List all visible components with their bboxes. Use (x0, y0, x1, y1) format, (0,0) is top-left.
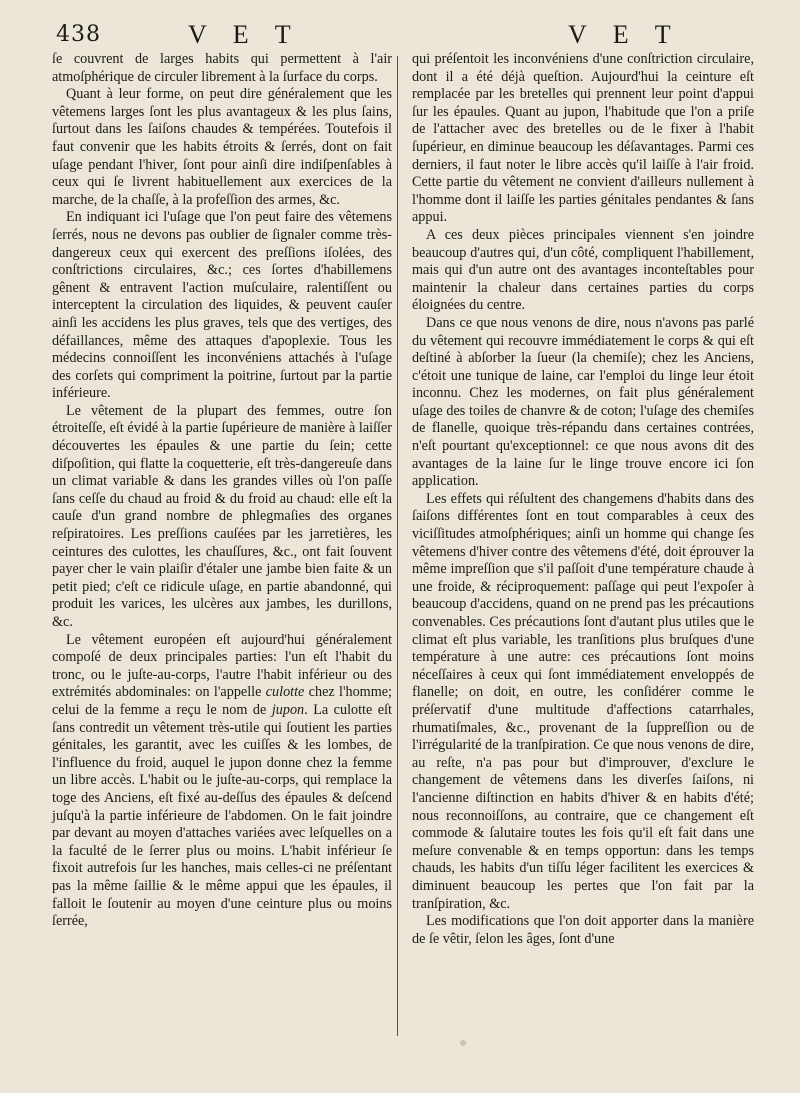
paragraph: ſe couvrent de larges habits qui permettent à l'air atmoſphérique de circuler librement à la ſurface du corps. (52, 51, 392, 85)
right-column (412, 51, 754, 948)
running-head-left: V E T (188, 20, 301, 49)
paragraph: Quant à leur forme, on peut dire généralement que les vêtemens larges ſont les plus avantageux & les plus ſains, ſurtout dans les ſaiſons chaudes & tempérées. Toutefois il faut convenir que les habits étroits & ſerrés, dont on fait uſage pendant l'hiver, ſont pour ainſi dire indiſpenſables à ceux qui ſe livrent habituellement aux exercices de la marche, de la chaſſe, à la profeſſion des armes, &c. (52, 86, 392, 208)
paragraph: Les modifications que l'on doit apporter dans la manière de ſe vêtir, ſelon les âges, ſont d'une (412, 913, 754, 947)
paragraph: A ces deux pièces principales viennent s'en joindre beaucoup d'autres qui, d'un côté, compliquent l'habillement, mais qui d'un autre ont des avantages inconteſtables pour maintenir la chaleur dans certaines parties du corps éloignées du centre. (412, 226, 754, 314)
paragraph: qui préſentoit les inconvéniens d'une conſtriction circulaire, dont il a été déjà queſtion. Aujourd'hui la ceinture eſt remplacée par les bretelles qui prennent leur point d'appui ſur les épaules. Quant au jupon, l'habitude que l'on a priſe de l'attacher avec des bretelles ou de le fixer à l'habit ſupérieur, en diminue beaucoup les déſavantages. Parmi ces derniers, il faut noter le libre accès qu'il laiſſe à l'air froid. Cette partie du vêtement ne convient d'ailleurs nullement à l'homme dont il laiſſe les parties génitales pendantes & ſans appui. (412, 51, 754, 226)
paragraph: Les effets qui réſultent des changemens d'habits dans des ſaiſons différentes ſont en tout comparables à ceux des viciſſitudes atmoſphériques; ainſi un homme qui change ſes vêtemens d'hiver contre des vêtemens d'été, doit éprouver la même impreſſion que s'il paſſoit d'une température chaude à une froide, & réciproquement: paſſage qui peut l'expoſer à beaucoup d'accidens, quand on ne prend pas les précautions convenables. Ces précautions ſont d'autant plus utiles que le climat eſt plus variable, les tranſitions plus bruſques d'une température à une autre: ces précautions ſont moins néceſſaires à ceux qui ſont immédiatement enveloppés de flanelle; on doit, en outre, les conſidérer comme le préſervatif d'une multitude d'affections catarrhales, rhumatiſmales, &c., provenant de la ſuppreſſion ou de l'irrégularité de la tranſpiration. Ce que nous venons de dire, au reſte, n'a pas pour but d'improuver, d'exclure le changement de vêtemens dans les diverſes ſaiſons, ni l'ancienne diſtinction en habits d'hiver & en habits d'été; nous reconnoiſſons, au contraire, que ce changement eſt commode & ſalutaire toutes les fois qu'il eſt fait dans une meſure convenable & en temps opportun: dans les temps chauds, les habits d'un tiſſu léger facilitent les exercices & diminuent beaucoup les pertes que l'on fait par la tranſpiration, &c. (412, 490, 754, 912)
running-head-right: V E T (568, 20, 681, 49)
paragraph: Dans ce que nous venons de dire, nous n'avons pas parlé du vêtement qui recouvre immédiatement le corps & qui eſt deſtiné à abſorber la ſueur (la chemiſe); chez les Anciens, c'étoit une tunique de laine, car l'emploi du linge leur étoit inconnu. Chez les modernes, on fait plus généralement uſage des toiles de chanvre & de coton; l'uſage des chemiſes de flanelle, quoique très-répandu dans certaines contrées, n'eſt pourtant qu'exceptionnel: ce que nous avons dit des avantages de la laine ſur le linge trouve encore ici ſon application. (412, 314, 754, 490)
paragraph-text: . La culotte eſt ſans contredit un vêtement très-utile qui ſoutient les parties génitales, les garantit, avec les cuiſſes & les lombes, de l'influence du froid, auquel le jupon donne chez la femme un libre accès. L'habit ou le juſte-au-corps, qui remplace la toge des Anciens, eſt fixé au-deſſus des épaules & deſcend juſqu'à la partie inférieure de l'abdomen. On le fait joindre par devant au moyen d'attaches variées avec leſquelles on a la faculté de le ſerrer plus ou moins. L'habit inférieur ſe fixoit autrefois ſur les hanches, mais celles-ci ne préſentant pas la même ſaillie & le même appui que les épaules, il falloit le ſoutenir au moyen d'une ceinture plus ou moins ſerrée, (52, 701, 392, 930)
page-number: 438 (56, 22, 101, 47)
column-divider (397, 56, 398, 1036)
left-column (52, 51, 392, 931)
paragraph (52, 632, 392, 931)
paragraph-text: chez l'homme; celui de la femme a reçu le nom de (52, 684, 392, 718)
page-header (48, 14, 770, 54)
paragraph: En indiquant ici l'uſage que l'on peut faire des vêtemens ſerrés, nous ne devons pas oublier de ſignaler comme très-dangereux ceux qui exercent des preſſions iſolées, des conſtrictions circulaires, &c.; ces ſortes d'habillemens gênent & entravent l'action muſculaire, ralentiſſent ou interceptent la circulation des liquides, & peuvent cauſer ainſi les accidens les plus graves, tels que des vertiges, des défaillances, même des attaques d'apoplexie. Tous les médecins connoiſſent les inconvéniens attachés à l'uſage des corſets qui compriment la poitrine, ſurtout par la partie inférieure. (52, 209, 392, 402)
paragraph: Le vêtement de la plupart des femmes, outre ſon étroiteſſe, eſt évidé à la partie ſupérieure de manière à laiſſer découvertes les épaules & une partie du ſein; cette diſpoſition, qui flatte la coquetterie, eſt très-dangereuſe dans un climat variable & dans les grandes villes où l'on paſſe ſans ceſſe du chaud au froid & du froid au chaud: elle eſt la cauſe d'un grand nombre de phlegmaſies des organes reſpiratoires. Les preſſions cauſées par les jarretières, les ceintures des culottes, les chauſſures, &c., ont fait ſouvent payer cher le vain plaiſir d'étaler une jambe bien faite & un petit pied; c'eſt ce ridicule uſage, en partie abandonné, qui produit les varices, les ulcères aux jambes, les durillons, &c. (52, 402, 392, 630)
italic-term-culotte: culotte (265, 684, 305, 701)
ink-spot (460, 1040, 466, 1046)
paragraph-text: Le vêtement européen eſt aujourd'hui généralement compoſé de deux principales parties: l'un eſt l'habit du tronc, ou le juſte-au-corps, l'autre l'habit inférieur ou des extrémités abdominales: on l'appelle (52, 631, 392, 701)
italic-term-jupon: jupon (271, 701, 305, 718)
